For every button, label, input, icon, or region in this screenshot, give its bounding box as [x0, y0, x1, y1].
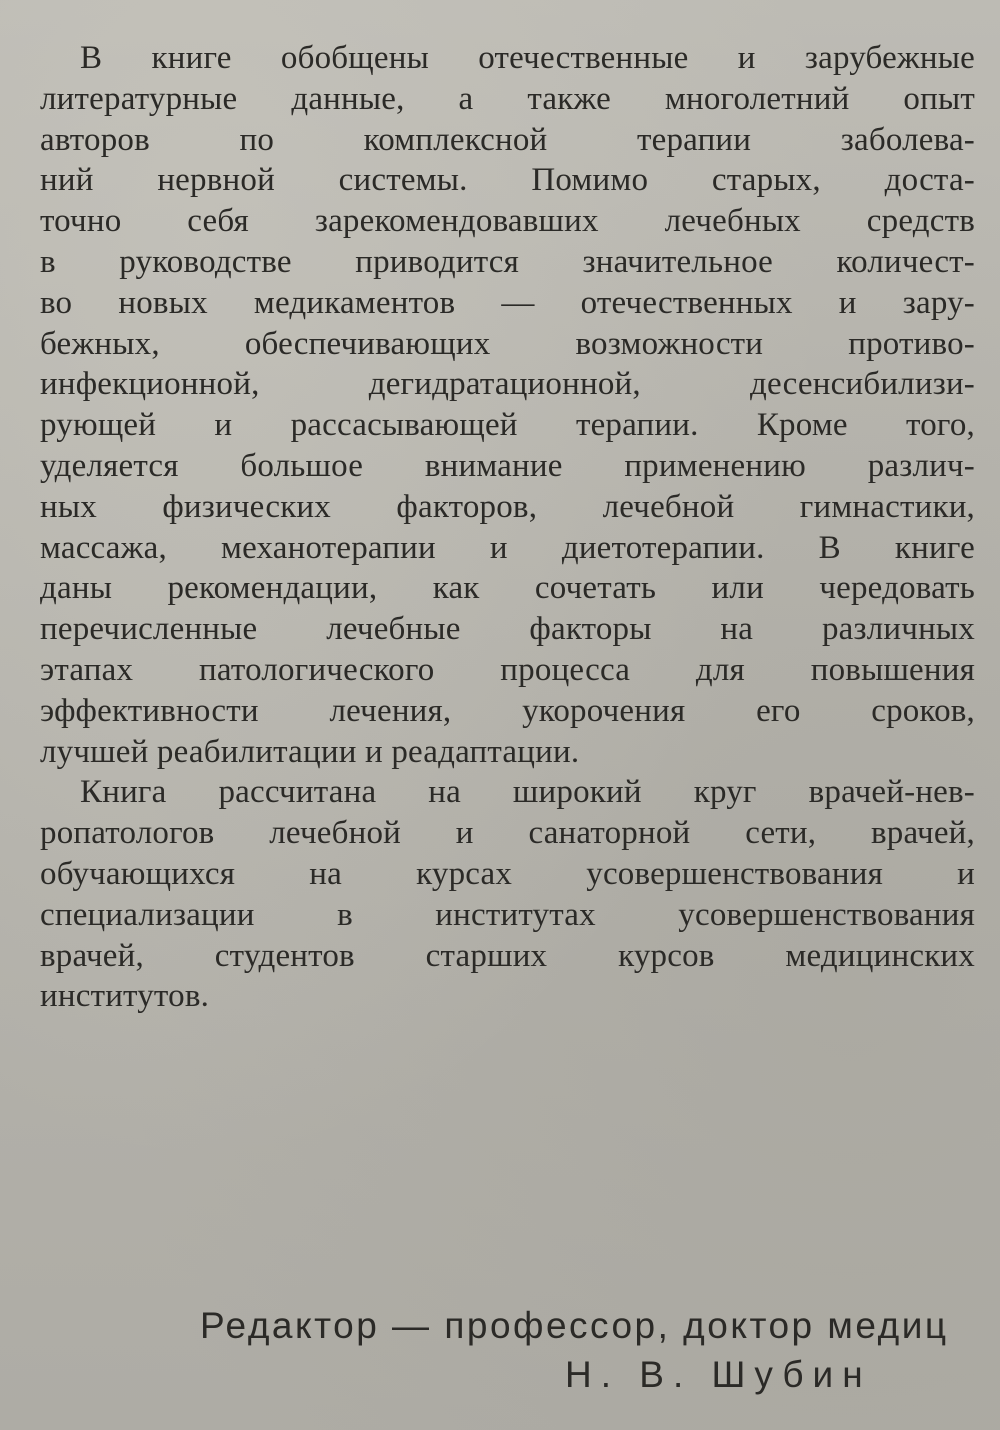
annotation-text	[40, 38, 975, 1017]
annotation-paragraph-2	[40, 772, 975, 1017]
text-line: специализации в институтах усовершенствования	[40, 896, 975, 933]
text-line: врачей, студентов старших курсов медицинских	[40, 937, 975, 974]
text-line: ропатологов лечебной и санаторной сети, врачей,	[40, 815, 975, 852]
text-line: ний нервной системы. Помимо старых, доста-	[40, 162, 975, 199]
editor-name: Н. В. Шубин	[565, 1354, 872, 1395]
text-line: В книге обобщены отечественные и зарубежные	[80, 40, 975, 76]
editor-credit: Редактор — профессор, доктор медиц	[200, 1305, 949, 1346]
text-line: бежных, обеспечивающих возможности противо-	[40, 325, 975, 362]
text-line: точно себя зарекомендовавших лечебных средств	[40, 203, 975, 240]
text-line: лучшей реабилитации и реадаптации.	[40, 733, 580, 770]
text-line: перечисленные лечебные факторы на различных	[40, 611, 975, 648]
annotation-paragraph-1	[40, 38, 975, 772]
text-line: эффективности лечения, укорочения его сроков,	[40, 692, 975, 729]
text-line: обучающихся на курсах усовершенствования и	[40, 855, 975, 892]
text-line: институтов.	[40, 978, 210, 1015]
text-line: рующей и рассасывающей терапии. Кроме того,	[40, 407, 975, 444]
text-line: уделяется большое внимание применению различ-	[40, 447, 975, 484]
text-line: Книга рассчитана на широкий круг врачей-нев-	[80, 774, 975, 811]
text-line: инфекционной, дегидратационной, десенсибилизи-	[40, 366, 975, 403]
text-line: ных физических факторов, лечебной гимнастики,	[40, 488, 975, 525]
text-line: этапах патологического процесса для повышения	[40, 651, 975, 688]
text-line: даны рекомендации, как сочетать или чередовать	[40, 570, 975, 607]
text-line: во новых медикаментов — отечественных и зару-	[40, 284, 975, 321]
text-line: массажа, механотерапии и диетотерапии. В книге	[40, 529, 975, 566]
text-line: авторов по комплексной терапии заболева-	[40, 121, 975, 158]
text-line: в руководстве приводится значительное количест-	[40, 243, 975, 280]
text-line: литературные данные, а также многолетний опыт	[40, 80, 975, 117]
